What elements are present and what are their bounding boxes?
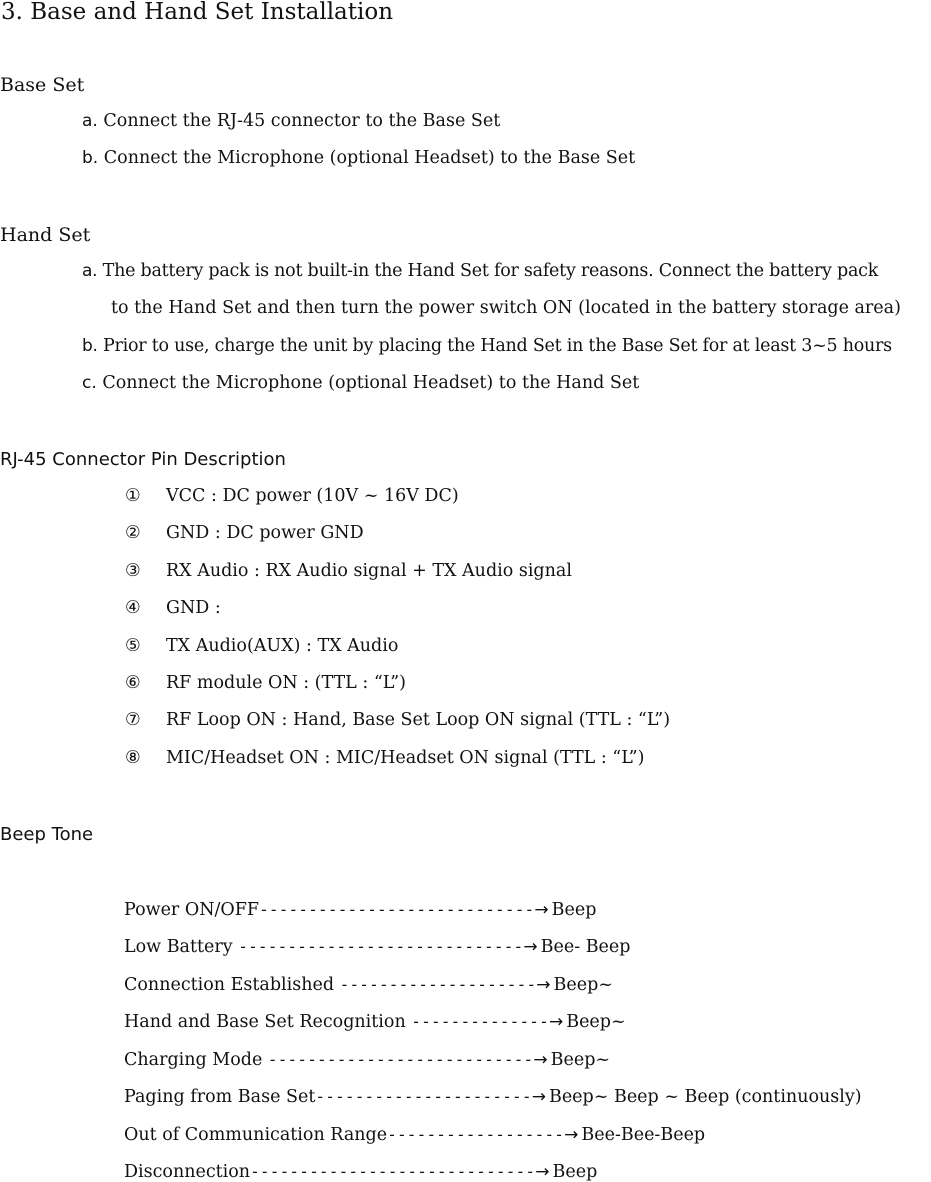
section-title: 3. Base and Hand Set Installation bbox=[1, 0, 394, 25]
beep-event: Charging Mode bbox=[124, 1050, 268, 1070]
pin-description: MIC/Headset ON : MIC/Headset ON signal (TTL : “L”) bbox=[166, 748, 645, 768]
leader-dashes: -------------- bbox=[411, 1012, 549, 1031]
arrow-right-icon: → bbox=[523, 937, 538, 957]
pin-number: ② bbox=[125, 523, 141, 543]
item-text: Connect the Microphone (optional Headset) to the Hand Set bbox=[102, 373, 640, 393]
beep-tone: Bee-Bee-Beep bbox=[581, 1125, 706, 1145]
pin-number: ⑧ bbox=[125, 748, 141, 768]
pin-number: ① bbox=[125, 486, 141, 506]
beep-event: Out of Communication Range bbox=[124, 1125, 388, 1145]
pin-description: GND : bbox=[166, 598, 221, 618]
hand-set-item-a-continuation: to the Hand Set and then turn the power switch ON (located in the battery storage area) bbox=[111, 298, 901, 318]
item-text: Prior to use, charge the unit by placing the Hand Set in the Base Set for at least 3~5 hours bbox=[103, 336, 892, 356]
leader-dashes: ----------------------------- bbox=[250, 1162, 536, 1181]
beep-event: Paging from Base Set bbox=[124, 1087, 316, 1107]
arrow-right-icon: → bbox=[564, 1125, 579, 1145]
beep-event: Hand and Base Set Recognition bbox=[124, 1012, 412, 1032]
pin-description: GND : DC power GND bbox=[166, 523, 364, 543]
beep-row bbox=[124, 1012, 626, 1032]
rj45-heading: RJ-45 Connector Pin Description bbox=[0, 449, 286, 470]
leader-dashes: ---------------------------- bbox=[259, 900, 535, 919]
beep-tone-heading: Beep Tone bbox=[0, 824, 94, 845]
arrow-right-icon: → bbox=[548, 1012, 564, 1032]
beep-tone: Bee- Beep bbox=[540, 937, 631, 957]
hand-set-heading: Hand Set bbox=[0, 224, 91, 246]
beep-row bbox=[124, 1050, 610, 1070]
item-text: Connect the RJ-45 connector to the Base Set bbox=[103, 111, 501, 131]
item-marker: b. bbox=[82, 148, 99, 168]
beep-row bbox=[124, 1087, 862, 1107]
base-set-item-b bbox=[82, 150, 635, 168]
beep-event: Low Battery bbox=[124, 937, 239, 957]
leader-dashes: ------------------ bbox=[387, 1125, 565, 1144]
beep-tone: Beep~ bbox=[550, 1050, 611, 1070]
beep-event: Disconnection bbox=[124, 1162, 251, 1182]
arrow-right-icon: → bbox=[536, 975, 551, 995]
base-set-heading: Base Set bbox=[0, 74, 85, 96]
item-marker: a. bbox=[82, 261, 98, 281]
pin-number: ③ bbox=[125, 561, 141, 581]
beep-tone: Beep~ bbox=[566, 1012, 626, 1032]
beep-row bbox=[124, 975, 613, 995]
item-marker: a. bbox=[82, 111, 98, 131]
beep-row bbox=[124, 900, 596, 920]
beep-event: Connection Established bbox=[124, 975, 340, 995]
arrow-right-icon: → bbox=[531, 1087, 546, 1107]
beep-tone: Beep bbox=[551, 900, 597, 920]
beep-tone: Beep bbox=[552, 1162, 598, 1182]
hand-set-item-b bbox=[82, 338, 892, 356]
leader-dashes: -------------------- bbox=[339, 975, 537, 994]
beep-tone: Beep~ Beep ~ Beep (continuously) bbox=[548, 1087, 862, 1107]
pin-description: TX Audio(AUX) : TX Audio bbox=[166, 636, 399, 656]
item-text: The battery pack is not built-in the Hand Set for safety reasons. Connect the battery pack bbox=[102, 261, 879, 281]
leader-dashes: ----------------------------- bbox=[238, 937, 524, 956]
pin-number: ④ bbox=[125, 598, 141, 618]
pin-description: RF Loop ON : Hand, Base Set Loop ON signal (TTL : “L”) bbox=[166, 710, 671, 730]
item-marker: c. bbox=[82, 373, 97, 393]
beep-event: Power ON/OFF bbox=[124, 900, 260, 920]
pin-number: ⑥ bbox=[125, 673, 141, 693]
hand-set-item-c bbox=[82, 375, 639, 393]
leader-dashes: ---------------------- bbox=[315, 1087, 532, 1106]
pin-description: RF module ON : (TTL : “L”) bbox=[166, 673, 406, 693]
hand-set-item-a bbox=[82, 263, 878, 281]
beep-row bbox=[124, 1125, 705, 1145]
pin-description: RX Audio : RX Audio signal + TX Audio signal bbox=[166, 561, 572, 581]
pin-number: ⑤ bbox=[125, 636, 141, 656]
pin-description: VCC : DC power (10V ~ 16V DC) bbox=[166, 486, 459, 506]
arrow-right-icon: → bbox=[535, 1162, 550, 1182]
base-set-item-a bbox=[82, 113, 500, 131]
arrow-right-icon: → bbox=[534, 900, 549, 920]
beep-row bbox=[124, 1162, 597, 1182]
item-marker: b. bbox=[82, 336, 98, 356]
beep-row bbox=[124, 937, 630, 957]
leader-dashes: --------------------------- bbox=[267, 1050, 534, 1069]
item-text: Connect the Microphone (optional Headset) to the Base Set bbox=[103, 148, 636, 168]
beep-tone: Beep~ bbox=[553, 975, 613, 995]
pin-number: ⑦ bbox=[125, 710, 141, 730]
arrow-right-icon: → bbox=[533, 1050, 548, 1070]
